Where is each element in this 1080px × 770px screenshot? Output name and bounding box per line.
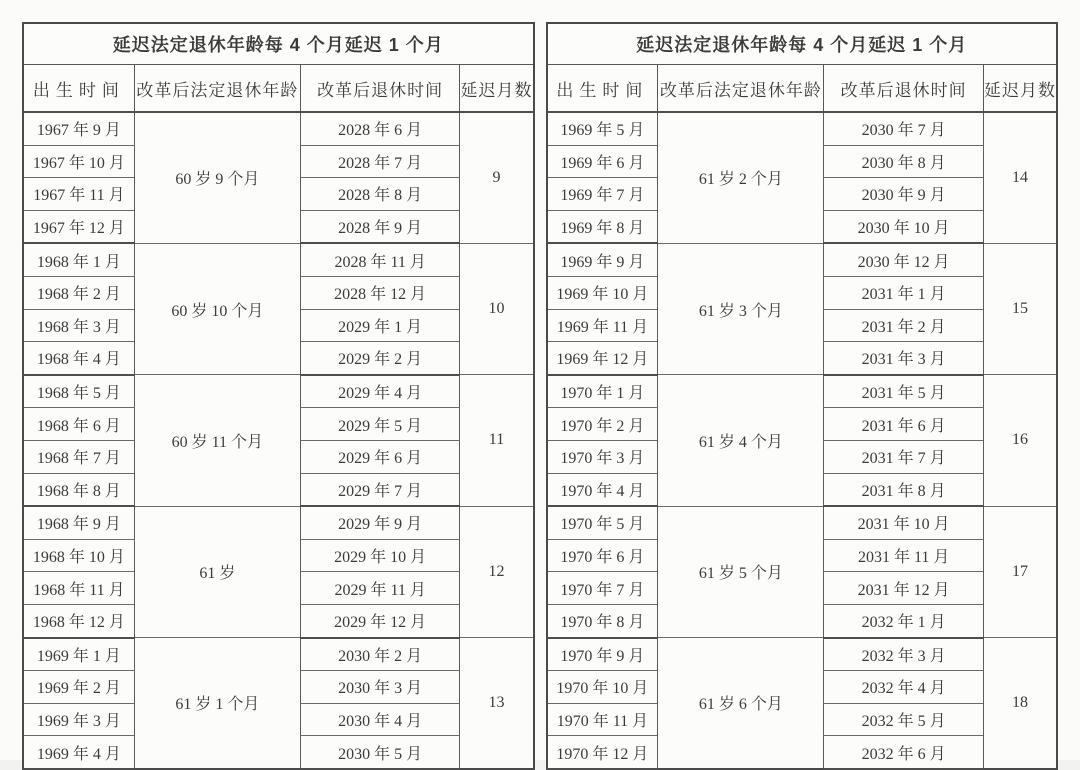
retire-month-cell: 2028 年 11 月 bbox=[300, 243, 460, 276]
birth-month-cell: 1968 年 5 月 bbox=[23, 375, 134, 408]
statutory-age-cell: 61 岁 3 个月 bbox=[658, 243, 824, 374]
birth-month-cell: 1970 年 6 月 bbox=[547, 539, 658, 572]
statutory-age-cell: 61 岁 6 个月 bbox=[658, 638, 824, 769]
retire-month-cell: 2030 年 7 月 bbox=[824, 112, 984, 145]
statutory-age-cell: 61 岁 1 个月 bbox=[134, 638, 300, 769]
col-header-retire-time: 改革后退休时间 bbox=[824, 65, 984, 113]
birth-month-cell: 1969 年 9 月 bbox=[547, 243, 658, 276]
retirement-table-left bbox=[22, 22, 535, 770]
delay-months-cell: 15 bbox=[983, 243, 1057, 374]
table-row bbox=[547, 375, 1058, 408]
birth-month-cell: 1967 年 10 月 bbox=[23, 145, 134, 178]
birth-month-cell: 1969 年 7 月 bbox=[547, 178, 658, 211]
table-row bbox=[23, 243, 534, 276]
retire-month-cell: 2031 年 11 月 bbox=[824, 539, 984, 572]
retire-month-cell: 2032 年 5 月 bbox=[824, 703, 984, 736]
col-header-birth-time: 出生时间 bbox=[547, 65, 658, 113]
table-row bbox=[547, 243, 1058, 276]
birth-month-cell: 1969 年 8 月 bbox=[547, 210, 658, 243]
retire-month-cell: 2031 年 2 月 bbox=[824, 309, 984, 342]
delay-months-cell: 18 bbox=[983, 638, 1057, 769]
birth-month-cell: 1970 年 11 月 bbox=[547, 703, 658, 736]
table-row bbox=[23, 506, 534, 539]
birth-month-cell: 1968 年 1 月 bbox=[23, 243, 134, 276]
retire-month-cell: 2031 年 8 月 bbox=[824, 473, 984, 506]
delay-months-cell: 16 bbox=[983, 375, 1057, 506]
birth-month-cell: 1968 年 12 月 bbox=[23, 604, 134, 637]
col-header-statutory-age: 改革后法定退休年龄 bbox=[134, 65, 300, 113]
retire-month-cell: 2030 年 3 月 bbox=[300, 671, 460, 704]
birth-month-cell: 1969 年 5 月 bbox=[547, 112, 658, 145]
delay-months-cell: 12 bbox=[460, 506, 534, 637]
birth-month-cell: 1968 年 4 月 bbox=[23, 342, 134, 375]
retire-month-cell: 2030 年 4 月 bbox=[300, 703, 460, 736]
retire-month-cell: 2029 年 12 月 bbox=[300, 604, 460, 637]
birth-month-cell: 1968 年 3 月 bbox=[23, 309, 134, 342]
retire-month-cell: 2028 年 8 月 bbox=[300, 178, 460, 211]
birth-month-cell: 1970 年 2 月 bbox=[547, 408, 658, 441]
retire-month-cell: 2032 年 6 月 bbox=[824, 736, 984, 769]
retirement-table-right bbox=[546, 22, 1059, 770]
col-header-birth-time: 出生时间 bbox=[23, 65, 134, 113]
statutory-age-cell: 61 岁 4 个月 bbox=[658, 375, 824, 506]
retire-month-cell: 2031 年 3 月 bbox=[824, 342, 984, 375]
retire-month-cell: 2029 年 9 月 bbox=[300, 506, 460, 539]
table-title-row bbox=[23, 23, 534, 65]
col-header-delay-months: 延迟月数 bbox=[460, 65, 534, 113]
retire-month-cell: 2029 年 2 月 bbox=[300, 342, 460, 375]
table-header-row bbox=[547, 65, 1058, 113]
birth-month-cell: 1968 年 8 月 bbox=[23, 473, 134, 506]
retire-month-cell: 2031 年 7 月 bbox=[824, 440, 984, 473]
birth-month-cell: 1970 年 3 月 bbox=[547, 440, 658, 473]
col-header-delay-months: 延迟月数 bbox=[983, 65, 1057, 113]
retire-month-cell: 2029 年 10 月 bbox=[300, 539, 460, 572]
birth-month-cell: 1970 年 5 月 bbox=[547, 506, 658, 539]
table-row bbox=[23, 112, 534, 145]
statutory-age-cell: 61 岁 2 个月 bbox=[658, 112, 824, 243]
table-title: 延迟法定退休年龄每 4 个月延迟 1 个月 bbox=[23, 23, 534, 65]
birth-month-cell: 1969 年 12 月 bbox=[547, 342, 658, 375]
birth-month-cell: 1970 年 7 月 bbox=[547, 572, 658, 605]
table-row bbox=[547, 506, 1058, 539]
col-header-retire-time: 改革后退休时间 bbox=[300, 65, 460, 113]
birth-month-cell: 1970 年 8 月 bbox=[547, 604, 658, 637]
retire-month-cell: 2028 年 12 月 bbox=[300, 276, 460, 309]
retire-month-cell: 2029 年 7 月 bbox=[300, 473, 460, 506]
retire-month-cell: 2028 年 9 月 bbox=[300, 210, 460, 243]
retire-month-cell: 2032 年 4 月 bbox=[824, 671, 984, 704]
retire-month-cell: 2031 年 5 月 bbox=[824, 375, 984, 408]
retire-month-cell: 2031 年 10 月 bbox=[824, 506, 984, 539]
col-header-statutory-age: 改革后法定退休年龄 bbox=[658, 65, 824, 113]
retire-month-cell: 2031 年 6 月 bbox=[824, 408, 984, 441]
delay-months-cell: 11 bbox=[460, 375, 534, 506]
birth-month-cell: 1967 年 11 月 bbox=[23, 178, 134, 211]
birth-month-cell: 1970 年 9 月 bbox=[547, 638, 658, 671]
statutory-age-cell: 60 岁 10 个月 bbox=[134, 243, 300, 374]
table-header-row bbox=[23, 65, 534, 113]
table-row bbox=[547, 112, 1058, 145]
birth-month-cell: 1970 年 12 月 bbox=[547, 736, 658, 769]
table-title-row bbox=[547, 23, 1058, 65]
birth-month-cell: 1969 年 11 月 bbox=[547, 309, 658, 342]
retire-month-cell: 2029 年 11 月 bbox=[300, 572, 460, 605]
birth-month-cell: 1969 年 3 月 bbox=[23, 703, 134, 736]
retire-month-cell: 2029 年 1 月 bbox=[300, 309, 460, 342]
statutory-age-cell: 61 岁 bbox=[134, 506, 300, 637]
birth-month-cell: 1969 年 2 月 bbox=[23, 671, 134, 704]
birth-month-cell: 1968 年 10 月 bbox=[23, 539, 134, 572]
birth-month-cell: 1968 年 6 月 bbox=[23, 408, 134, 441]
retire-month-cell: 2031 年 1 月 bbox=[824, 276, 984, 309]
birth-month-cell: 1969 年 1 月 bbox=[23, 638, 134, 671]
table-title: 延迟法定退休年龄每 4 个月延迟 1 个月 bbox=[547, 23, 1058, 65]
statutory-age-cell: 60 岁 11 个月 bbox=[134, 375, 300, 506]
retire-month-cell: 2030 年 8 月 bbox=[824, 145, 984, 178]
delay-months-cell: 14 bbox=[983, 112, 1057, 243]
birth-month-cell: 1970 年 4 月 bbox=[547, 473, 658, 506]
statutory-age-cell: 61 岁 5 个月 bbox=[658, 506, 824, 637]
birth-month-cell: 1968 年 2 月 bbox=[23, 276, 134, 309]
birth-month-cell: 1969 年 6 月 bbox=[547, 145, 658, 178]
birth-month-cell: 1968 年 7 月 bbox=[23, 440, 134, 473]
retire-month-cell: 2031 年 12 月 bbox=[824, 572, 984, 605]
birth-month-cell: 1969 年 4 月 bbox=[23, 736, 134, 769]
birth-month-cell: 1970 年 1 月 bbox=[547, 375, 658, 408]
retire-month-cell: 2030 年 12 月 bbox=[824, 243, 984, 276]
table-row bbox=[547, 638, 1058, 671]
retire-month-cell: 2029 年 5 月 bbox=[300, 408, 460, 441]
retire-month-cell: 2029 年 6 月 bbox=[300, 440, 460, 473]
birth-month-cell: 1967 年 9 月 bbox=[23, 112, 134, 145]
birth-month-cell: 1970 年 10 月 bbox=[547, 671, 658, 704]
delay-months-cell: 10 bbox=[460, 243, 534, 374]
delay-months-cell: 17 bbox=[983, 506, 1057, 637]
retire-month-cell: 2030 年 10 月 bbox=[824, 210, 984, 243]
retire-month-cell: 2030 年 5 月 bbox=[300, 736, 460, 769]
birth-month-cell: 1968 年 9 月 bbox=[23, 506, 134, 539]
table-row bbox=[23, 375, 534, 408]
retire-month-cell: 2028 年 6 月 bbox=[300, 112, 460, 145]
retire-month-cell: 2029 年 4 月 bbox=[300, 375, 460, 408]
table-row bbox=[23, 638, 534, 671]
retire-month-cell: 2028 年 7 月 bbox=[300, 145, 460, 178]
birth-month-cell: 1969 年 10 月 bbox=[547, 276, 658, 309]
delay-months-cell: 13 bbox=[460, 638, 534, 769]
retire-month-cell: 2032 年 3 月 bbox=[824, 638, 984, 671]
delay-months-cell: 9 bbox=[460, 112, 534, 243]
retire-month-cell: 2030 年 9 月 bbox=[824, 178, 984, 211]
birth-month-cell: 1968 年 11 月 bbox=[23, 572, 134, 605]
retire-month-cell: 2032 年 1 月 bbox=[824, 604, 984, 637]
statutory-age-cell: 60 岁 9 个月 bbox=[134, 112, 300, 243]
table-body-left bbox=[23, 112, 534, 769]
table-body-right bbox=[547, 112, 1058, 769]
birth-month-cell: 1967 年 12 月 bbox=[23, 210, 134, 243]
retire-month-cell: 2030 年 2 月 bbox=[300, 638, 460, 671]
